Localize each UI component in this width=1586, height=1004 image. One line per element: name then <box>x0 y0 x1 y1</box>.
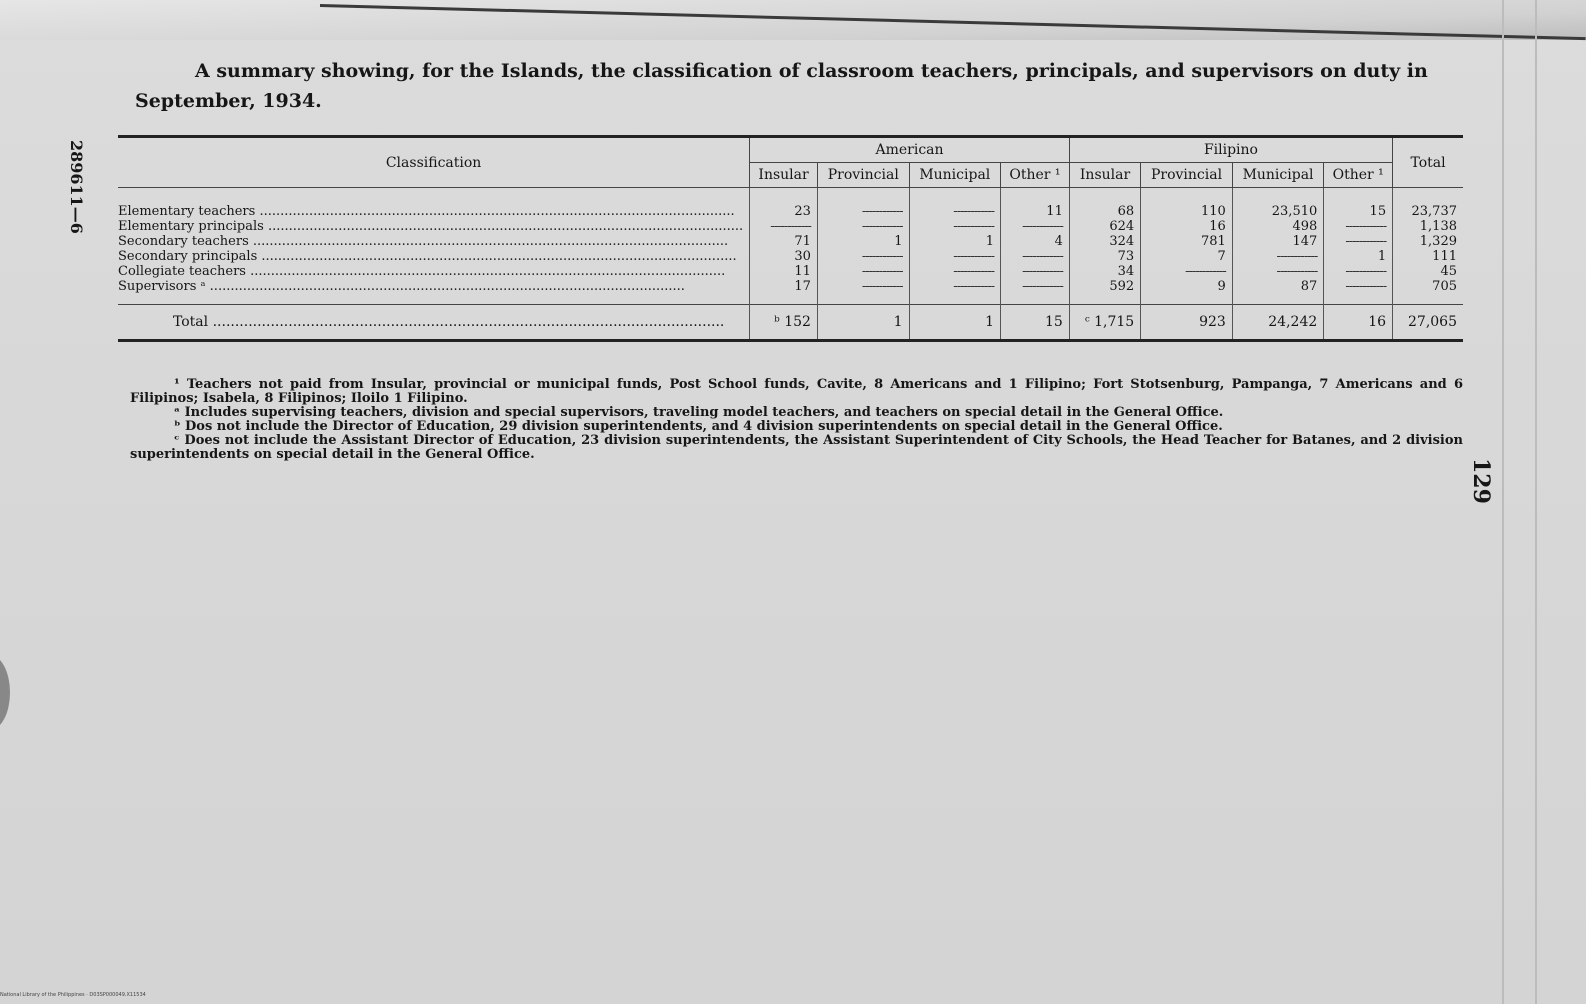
table-cell <box>750 219 818 234</box>
subheader: Insular <box>1069 163 1140 188</box>
scan-stamp: National Library of the Philippines · D03SP000049.X11534 <box>0 992 146 998</box>
table-cell: 45 <box>1393 264 1463 279</box>
table-cell: 781 <box>1141 234 1233 249</box>
table-cell <box>1001 279 1070 305</box>
table-cell <box>909 219 1000 234</box>
page-title: A summary showing, for the Islands, the classification of classroom teachers, principals, and supervisors on duty in September, 1934. <box>135 60 1428 112</box>
american-group-header: American <box>750 137 1070 163</box>
subheader: Provincial <box>817 163 909 188</box>
table-cell: 15 <box>1001 305 1070 341</box>
row-label: Secondary principals ..... <box>118 249 750 264</box>
table-cell: 624 <box>1069 219 1140 234</box>
table-cell: 498 <box>1232 219 1323 234</box>
row-label: Secondary teachers ..... <box>118 234 750 249</box>
table-cell <box>909 279 1000 305</box>
table-cell: 1 <box>909 305 1000 341</box>
table-cell <box>817 188 909 220</box>
page-edge-line <box>1502 0 1504 1004</box>
subheader: Other ¹ <box>1001 163 1070 188</box>
table-cell: 1 <box>1324 249 1393 264</box>
row-label: Supervisors ᵃ ..... <box>118 279 750 305</box>
table-cell: ᵇ 152 <box>750 305 818 341</box>
table-cell: 34 <box>1069 264 1140 279</box>
classification-table <box>118 135 1463 342</box>
table-cell: 16 <box>1141 219 1233 234</box>
table-cell: 4 <box>1001 234 1070 249</box>
table-row <box>118 279 1463 305</box>
table-cell: 73 <box>1069 249 1140 264</box>
page-number: 129 <box>1468 458 1494 504</box>
table-cell: 30 <box>750 249 818 264</box>
table-cell <box>909 249 1000 264</box>
table-cell: 1 <box>817 305 909 341</box>
table-cell: 15 <box>1324 188 1393 220</box>
table-cell <box>1232 249 1323 264</box>
table-row <box>118 234 1463 249</box>
side-code: 289611—6 <box>67 140 86 234</box>
table-cell <box>1232 264 1323 279</box>
table-cell: 1,329 <box>1393 234 1463 249</box>
table-row <box>118 249 1463 264</box>
subheader: Municipal <box>909 163 1000 188</box>
table-cell: 111 <box>1393 249 1463 264</box>
table-cell <box>1324 264 1393 279</box>
table-cell <box>817 279 909 305</box>
table-row <box>118 264 1463 279</box>
table-cell: 23,737 <box>1393 188 1463 220</box>
footnote: ᶜ Does not include the Assistant Director of Education, 23 division superintendents, the Assistant Superintendent of City Schools, the Head Teacher for Batanes, and 2 division superintendents on special detail in the General Office. <box>130 433 1463 462</box>
table-row <box>118 305 1463 341</box>
row-label: Collegiate teachers ..... <box>118 264 750 279</box>
footnotes <box>130 378 1463 462</box>
table-cell: 147 <box>1232 234 1323 249</box>
table-cell: 23 <box>750 188 818 220</box>
table-cell <box>817 264 909 279</box>
subheader: Other ¹ <box>1324 163 1393 188</box>
table-cell: 71 <box>750 234 818 249</box>
table-cell <box>817 219 909 234</box>
table-cell <box>1324 234 1393 249</box>
row-label: Total ..... <box>118 305 750 341</box>
table-cell: 87 <box>1232 279 1323 305</box>
page-edge-line <box>1535 0 1537 1004</box>
row-label: Elementary teachers ..... <box>118 188 750 220</box>
table-cell <box>1001 219 1070 234</box>
table-cell: 7 <box>1141 249 1233 264</box>
page-top-shadow <box>0 0 1586 40</box>
table-body <box>118 188 1463 341</box>
table-cell: 68 <box>1069 188 1140 220</box>
table-cell: 17 <box>750 279 818 305</box>
table-cell: 1 <box>909 234 1000 249</box>
subheader: Insular <box>750 163 818 188</box>
classification-header: Classification <box>118 137 750 188</box>
table-cell <box>1141 264 1233 279</box>
table-cell: 9 <box>1141 279 1233 305</box>
footnote: ¹ Teachers not paid from Insular, provincial or municipal funds, Post School funds, Cavite, 8 Americans and 1 Filipino; Fort Stotsenburg, Pampanga, 7 Americans and 6 Filipinos; Isabela, 8 Filipinos; Iloilo 1 Filipino. <box>130 377 1463 406</box>
table-cell <box>1001 249 1070 264</box>
table-cell: 1 <box>817 234 909 249</box>
table-cell: 324 <box>1069 234 1140 249</box>
table-cell <box>909 188 1000 220</box>
table-cell: 923 <box>1141 305 1233 341</box>
scan-edge-mark <box>0 655 10 730</box>
table-row <box>118 188 1463 220</box>
table-row <box>118 219 1463 234</box>
footnote: ᵃ Includes supervising teachers, division and special supervisors, traveling model teachers, and teachers on special detail in the General Office. <box>174 405 1224 420</box>
table-cell: 24,242 <box>1232 305 1323 341</box>
table-cell: 27,065 <box>1393 305 1463 341</box>
table-cell <box>817 249 909 264</box>
table-cell <box>1001 264 1070 279</box>
table-cell: 705 <box>1393 279 1463 305</box>
table-cell: 110 <box>1141 188 1233 220</box>
table-cell: 1,138 <box>1393 219 1463 234</box>
total-header: Total <box>1393 137 1463 188</box>
filipino-group-header: Filipino <box>1069 137 1392 163</box>
table-cell: 23,510 <box>1232 188 1323 220</box>
table-cell: 11 <box>750 264 818 279</box>
table-cell: 11 <box>1001 188 1070 220</box>
table-cell: 592 <box>1069 279 1140 305</box>
table-cell: 16 <box>1324 305 1393 341</box>
subheader: Provincial <box>1141 163 1233 188</box>
table-cell <box>909 264 1000 279</box>
subheader: Municipal <box>1232 163 1323 188</box>
row-label: Elementary principals ..... <box>118 219 750 234</box>
table-cell: ᶜ 1,715 <box>1069 305 1140 341</box>
table-cell <box>1324 219 1393 234</box>
footnote: ᵇ Dos not include the Director of Education, 29 division superintendents, and 4 division superintendents on special detail in the General Office. <box>174 419 1223 434</box>
table-cell <box>1324 279 1393 305</box>
